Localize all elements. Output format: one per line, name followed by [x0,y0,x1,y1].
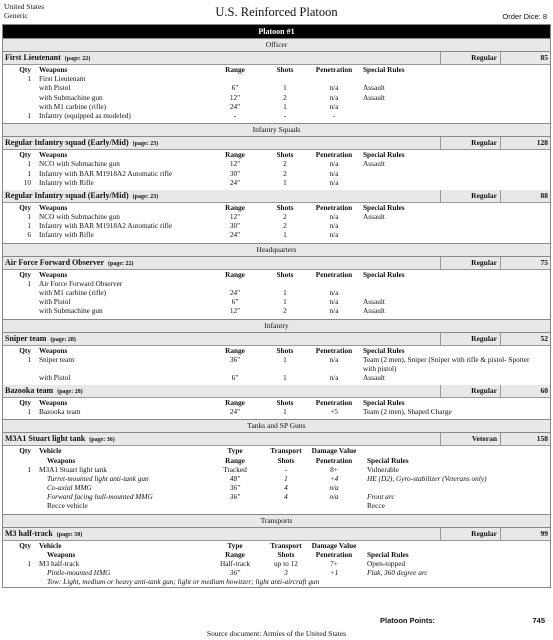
col-penetration: Penetration [315,397,353,407]
weapon-cell: with M1 carbine (rifle) [39,288,107,297]
shots-cell: 4 [284,483,288,493]
special-rules-cell: Assault [363,83,385,93]
generic-label: Generic [4,11,28,20]
range-cell: 6" [231,297,239,307]
weapon-cell: with Pistol [39,297,71,307]
weapon-cell: with Pistol [39,83,71,93]
unit-page-ref: (page: 28) [50,336,76,343]
vehicle-cell: M3A1 Stuart light tank [39,464,107,474]
weapon-cell: Sniper team [39,354,75,364]
shots-cell: 2 [283,168,287,178]
source-document: Source document: Armies of the United States [206,629,347,638]
weapon-row [3,373,550,382]
col-transport: Transport [270,446,302,456]
unit-name-text: Bazooka team [5,385,54,395]
unit-page-ref: (page: 23) [132,141,159,148]
divider [440,190,441,202]
weapon-row [3,83,550,92]
transport-cell: up to 12 [274,559,298,568]
penetration-cell: n/a [329,306,339,316]
col-range: Range [225,397,245,407]
weapon-row [3,230,550,239]
column-header-row [3,446,550,455]
weapon-cell: Turret-mounted light anti-tank gun [47,473,149,483]
shots-cell: - [283,110,287,120]
unit-experience: Regular [471,528,497,538]
platoon-points-label: Platoon Points: [380,616,435,625]
shots-cell: 2 [283,159,287,169]
shots-cell: 1 [283,83,287,93]
recce-rule: Recce [367,501,385,511]
qty-cell: 1 [27,168,31,178]
unit-header [3,385,550,398]
unit-title [5,333,76,346]
col-special-rules: Special Rules [363,65,405,74]
unit-experience: Regular [471,385,497,395]
col-weapons: Weapons [39,269,68,279]
col-penetration: Penetration [315,65,353,74]
col-range: Range [225,549,245,559]
penetration-cell: n/a [329,221,339,231]
unit-points: 128 [536,138,548,148]
weapon-row [3,212,550,221]
weapon-row [3,221,550,230]
special-rules-cell: Assault [363,92,385,102]
unit-title [5,137,158,150]
divider [500,433,501,445]
weapon-row [3,159,550,168]
col-special-rules: Special Rules [363,202,405,212]
col-special-rules: Special Rules [363,150,405,160]
damage-cell: 8+ [330,464,338,474]
col-qty: Qty [19,540,31,550]
col-penetration: Penetration [315,549,353,559]
weapon-cell: with M1 carbine (rifle) [39,101,107,111]
divider [440,257,441,269]
vehicle-weapon-row [3,492,550,501]
shots-cell: 1 [283,101,287,111]
vehicle-weapon-row [3,474,550,483]
col-type: Type [227,540,243,550]
shots-cell: 1 [283,230,287,240]
column-header-row [3,541,550,550]
qty-cell: 6 [27,230,31,240]
col-special-rules: Special Rules [367,455,409,465]
unit-page-ref: (page: 50) [56,531,83,538]
unit-points: 75 [540,257,548,267]
unit-points: 158 [536,434,548,444]
vehicle-weapon-row [3,483,550,492]
divider [440,433,441,445]
col-weapons: Weapons [39,345,68,355]
col-transport: Transport [270,540,302,550]
unit-title [5,385,83,398]
special-rules-cell: HE (D2), Gyro-stabilizer (Veterans only) [367,473,487,483]
special-rules-cell: Assault [363,372,385,382]
weapon-row [3,279,550,288]
col-range: Range [225,65,245,74]
unit-experience: Regular [471,257,497,267]
country-label: United States [4,2,45,11]
section-header: Infantry [3,319,550,333]
qty-cell: 10 [23,177,31,187]
range-cell: 24" [229,101,241,111]
shots-cell: 1 [283,297,287,307]
shots-cell: 1 [283,407,287,417]
platoon-title: Platoon #1 [3,25,550,38]
weapon-cell: Air Force Forward Observer [39,278,123,288]
column-header-row [3,456,550,465]
divider [500,190,501,202]
unit-experience: Regular [471,333,497,343]
qty-cell: 1 [27,159,31,169]
divider [500,257,501,269]
unit-page-ref: (page: 28) [57,388,83,395]
type-cell: Tracked [223,464,247,474]
weapon-row [3,74,550,83]
col-qty: Qty [19,345,31,355]
col-qty: Qty [19,150,31,160]
col-range: Range [225,269,245,279]
platoon-points-value: 745 [532,616,545,625]
penetration-cell: n/a [329,159,339,169]
range-cell: 36" [229,492,241,502]
range-cell: 24" [229,288,241,297]
penetration-cell: +4 [329,473,339,483]
unit-points: 52 [540,333,548,343]
col-shots: Shots [277,455,295,465]
unit-title [5,433,115,446]
vehicle-row [3,559,550,568]
weapon-cell: with Pistol [39,372,71,382]
weapon-row [3,288,550,297]
penetration-cell: n/a [329,92,339,102]
penetration-cell: +5 [330,407,338,417]
divider [500,52,501,64]
weapon-cell: Bazooka team [39,407,81,417]
divider [440,137,441,149]
col-special-rules: Special Rules [363,345,405,355]
divider [500,385,501,397]
col-weapons: Weapons [39,65,68,74]
unit-title [5,257,134,270]
col-weapons: Weapons [47,455,76,465]
range-cell: 6" [231,372,239,382]
col-weapons: Weapons [39,397,68,407]
col-range: Range [225,150,245,160]
special-rules-cell: Open-topped [367,559,406,568]
page-header [0,0,553,24]
shots-cell: 3 [284,568,288,578]
order-dice: Order Dice: 8 [502,12,547,21]
column-header-row [3,203,550,212]
section-header: Headquarters [3,243,550,257]
column-header-row [3,270,550,279]
qty-cell: 1 [27,407,31,417]
transport-cell: - [284,464,288,474]
col-shots: Shots [276,269,294,279]
col-vehicle: Vehicle [39,446,62,456]
col-qty: Qty [19,202,31,212]
unit-title [5,52,90,65]
qty-cell: 1 [27,278,31,288]
col-penetration: Penetration [315,150,353,160]
section-header: Infantry Squads [3,123,550,137]
shots-cell: 1 [283,372,287,382]
range-cell: 24" [229,230,241,240]
penetration-cell: - [332,110,336,120]
range-cell: 36" [229,483,241,493]
unit-header [3,190,550,203]
penetration-cell: n/a [329,288,339,297]
tow-row [3,577,550,586]
unit-name-text: Air Force Forward Observer [5,257,105,267]
divider [440,385,441,397]
unit-page-ref: (page: 22) [108,260,134,267]
col-shots: Shots [276,150,294,160]
col-range: Range [225,455,245,465]
unit-name-text: M3A1 Stuart light tank [5,434,86,444]
weapon-cell: First Lieutenant [39,74,86,84]
weapon-row [3,407,550,416]
special-rules-cell: Assault [363,212,385,222]
range-cell: 12" [229,306,241,316]
weapon-row [3,93,550,102]
unit-experience: Regular [471,138,497,148]
weapon-row [3,102,550,111]
shots-cell: 1 [283,354,287,364]
unit-points: 85 [540,53,548,62]
tow-text: Tow: Light, medium or heavy anti-tank gun; light or medium howitzer; light anti-aircraft gun [47,577,320,587]
weapon-cell: Infantry with Rifle [39,230,94,240]
weapon-row [3,169,550,178]
weapon-cell: NCO with Submachine gun [39,212,120,222]
penetration-cell: n/a [329,177,339,187]
unit-header [3,333,550,346]
special-rules-cell: Assault [363,306,385,316]
range-cell: - [233,110,237,120]
divider [500,528,501,540]
column-header-row [3,550,550,559]
unit-points: 99 [540,528,548,538]
penetration-cell: n/a [329,483,339,493]
platoon-roster [2,24,551,588]
col-range: Range [225,345,245,355]
weapon-cell: NCO with Submachine gun [39,159,120,169]
penetration-cell: +1 [329,568,339,578]
section-header: Transports [3,514,550,528]
weapon-cell: Infantry (equipped as modeled) [39,110,131,120]
range-cell: 36" [229,354,241,364]
qty-cell: 1 [27,464,31,474]
special-rules-cell: Team (2 men), Shaped Charge [363,407,452,417]
weapon-cell: Infantry with BAR M1918A2 Automatic rifle [39,168,173,178]
page-title: U.S. Reinforced Platoon [215,5,338,19]
unit-page-ref: (page: 36) [89,437,115,444]
unit-title [5,528,82,541]
col-damage-value: Damage Value [311,446,357,456]
col-penetration: Penetration [315,269,353,279]
weapon-cell: Infantry with BAR M1918A2 Automatic rifle [39,221,173,231]
col-special-rules: Special Rules [367,549,409,559]
special-rules-cell: Front arc [367,492,395,502]
qty-cell: 1 [27,74,31,84]
special-rules-cell: Team (2 men), Sniper (Sniper with rifle & pistol- Spotter with pistol) [363,354,530,373]
shots-cell: 1 [284,473,288,483]
range-cell: 30" [229,168,241,178]
weapon-cell: with Submachine gun [39,92,103,102]
divider [440,52,441,64]
range-cell: 48" [229,473,241,483]
unit-header [3,433,550,446]
recce-label: Recce vehicle [47,501,88,511]
penetration-cell: n/a [329,83,339,93]
weapon-row [3,178,550,187]
special-rules-cell: Assault [363,159,385,169]
col-qty: Qty [19,397,31,407]
damage-cell: 7+ [330,559,338,568]
shots-cell: 1 [283,288,287,297]
unit-name-text: M3 half-track [5,528,53,538]
column-header-row [3,346,550,355]
col-vehicle: Vehicle [39,540,62,550]
shots-cell: 2 [283,221,287,231]
col-range: Range [225,202,245,212]
unit-name-text: First Lieutenant [5,53,61,62]
col-penetration: Penetration [315,455,353,465]
range-cell: 6" [231,83,239,93]
col-shots: Shots [276,202,294,212]
col-weapons: Weapons [39,202,68,212]
range-cell: 24" [229,177,241,187]
col-damage-value: Damage Value [311,540,357,550]
col-special-rules: Special Rules [363,397,405,407]
section-header: Officer [3,38,550,52]
weapon-cell: Pintle-mounted HMG [47,568,111,578]
range-cell: 12" [229,212,241,222]
weapon-row [3,297,550,306]
special-rules-cell: Assault [363,297,385,307]
weapon-cell: Infantry with Rifle [39,177,94,187]
column-header-row [3,398,550,407]
divider [440,333,441,345]
weapon-row [3,306,550,315]
weapon-cell: with Submachine gun [39,306,103,316]
range-cell: 24" [229,407,241,417]
penetration-cell: n/a [329,372,339,382]
shots-cell: 2 [283,212,287,222]
recce-row [3,501,550,510]
col-qty: Qty [19,446,31,456]
range-cell: 12" [229,159,241,169]
unit-points: 60 [540,385,548,395]
qty-cell: 1 [27,212,31,222]
weapon-cell: Co-axial MMG [47,483,92,493]
penetration-cell: n/a [329,297,339,307]
shots-cell: 2 [283,92,287,102]
qty-cell: 1 [27,559,31,568]
vehicle-row [3,465,550,474]
special-rules-cell: Vulnerable [367,464,399,474]
range-cell: 12" [229,92,241,102]
unit-header [3,52,550,65]
penetration-cell: n/a [329,354,339,364]
divider [500,137,501,149]
col-penetration: Penetration [315,202,353,212]
unit-name-text: Regular Infantry squad (Early/Mid) [5,138,129,148]
unit-points: 88 [540,190,548,200]
col-weapons: Weapons [39,150,68,160]
vehicle-cell: M3 half-track [39,559,80,568]
special-rules-cell: Flak, 360 degree arc [367,568,428,578]
col-shots: Shots [276,65,294,74]
col-type: Type [227,446,243,456]
type-cell: Half-track [220,559,250,568]
divider [440,528,441,540]
penetration-cell: n/a [329,492,339,502]
penetration-cell: n/a [329,212,339,222]
shots-cell: 1 [283,177,287,187]
col-penetration: Penetration [315,345,353,355]
qty-cell: 1 [27,110,31,120]
col-special-rules: Special Rules [363,269,405,279]
shots-cell: 4 [284,492,288,502]
weapon-row [3,111,550,120]
divider [500,333,501,345]
qty-cell: 1 [27,354,31,364]
vehicle-weapon-row [3,568,550,577]
shots-cell: 2 [283,306,287,316]
unit-page-ref: (page: 23) [132,193,159,200]
col-qty: Qty [19,65,31,74]
unit-page-ref: (page: 22) [64,56,91,62]
penetration-cell: n/a [329,101,339,111]
unit-experience: Regular [471,190,497,200]
unit-experience: Regular [471,53,497,62]
penetration-cell: n/a [329,168,339,178]
unit-header [3,137,550,150]
column-header-row [3,65,550,74]
section-header: Tanks and SP Guns [3,419,550,433]
range-cell: 30" [229,221,241,231]
col-weapons: Weapons [47,549,76,559]
penetration-cell: n/a [329,230,339,240]
unit-title [5,190,158,203]
qty-cell: 1 [27,221,31,231]
column-header-row [3,150,550,159]
col-qty: Qty [19,269,31,279]
weapon-cell: Forward facing hull-mounted MMG [47,492,153,502]
range-cell: 36" [229,568,241,578]
weapon-row [3,355,550,373]
unit-header [3,528,550,541]
unit-experience: Veteran [471,434,497,444]
unit-name-text: Regular Infantry squad (Early/Mid) [5,190,129,200]
col-shots: Shots [276,345,294,355]
col-shots: Shots [277,549,295,559]
unit-header [3,257,550,270]
col-shots: Shots [276,397,294,407]
unit-name-text: Sniper team [5,333,47,343]
